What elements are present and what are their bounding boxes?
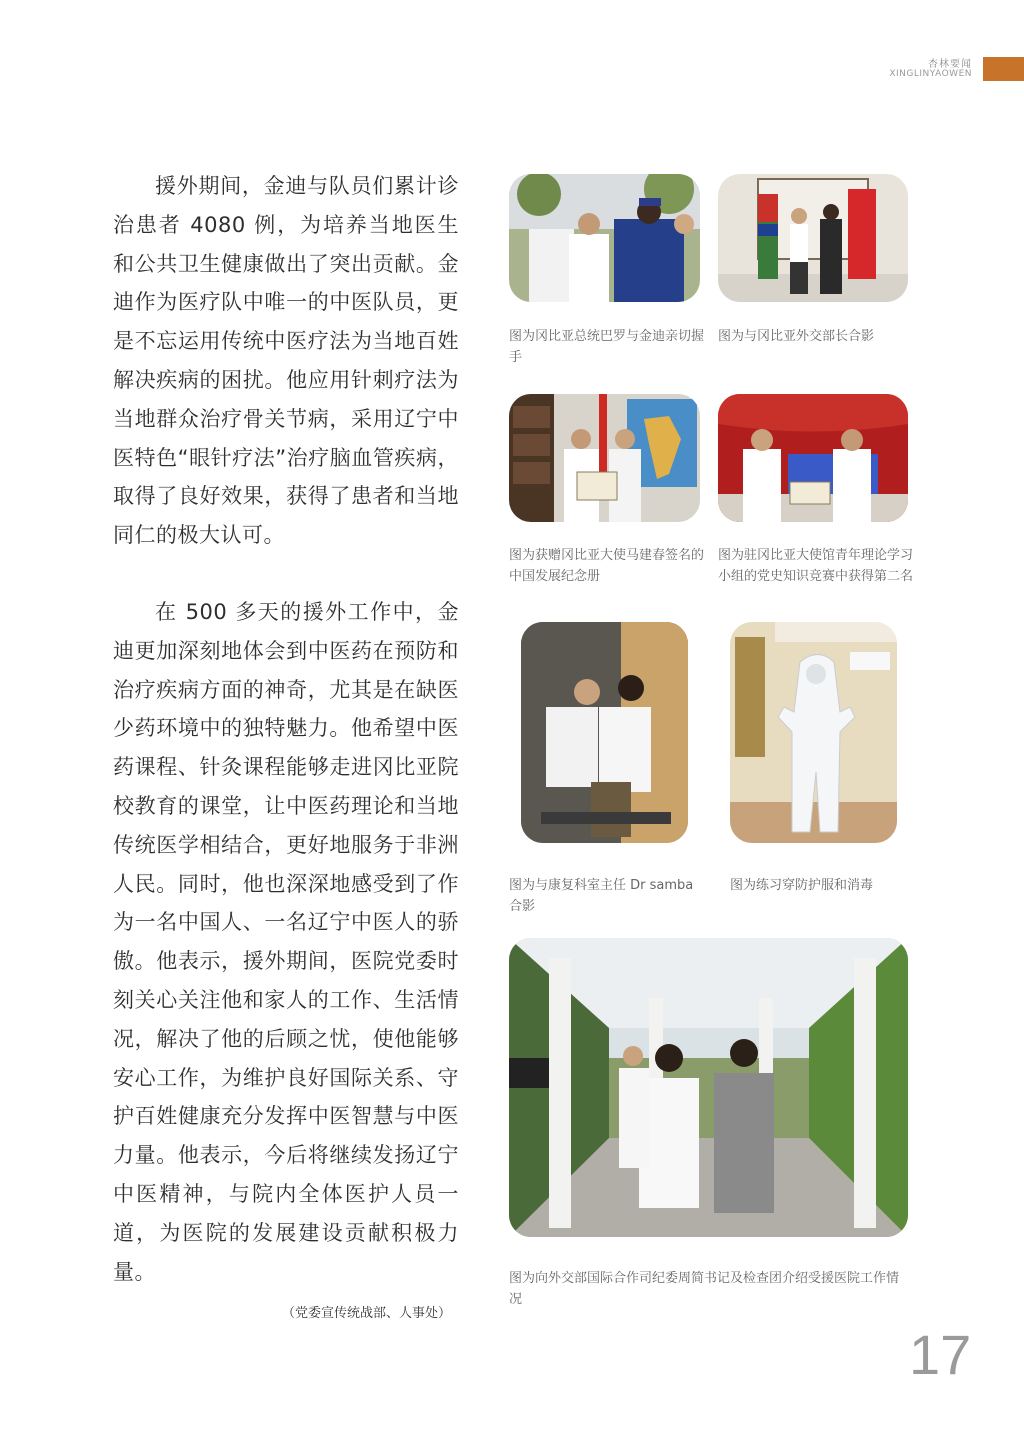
photo-foreign-minister — [718, 174, 908, 302]
section-subtitle: XINGLINYAOWEN — [889, 69, 972, 79]
caption-photo-7: 图为向外交部国际合作司纪委周简书记及检查团介绍受援医院工作情况 — [509, 1271, 900, 1307]
photo-hospital-corridor — [509, 938, 908, 1237]
photo-president-handshake — [509, 174, 700, 302]
paragraph-2: 在 500 多天的援外工作中，金迪更加深刻地体会到中医药在预防和治疗疾病方面的神奇，尤其是在缺医少药环境中的独特魅力。他希望中医药课程、针灸课程能够走进冈比亚院校教育的课堂，让中医药理论和当地传统医学相结合，更好地服务于非洲人民。同时，他也深深地感受到了作为一名中国人、一名辽宁中医人的骄傲。他表示，援外期间，医院党委时刻关心关注他和家人的工作、生活情况，解决了他的后顾之忧，使他能够安心工作，为维护良好国际关系、守护百姓健康充分发挥中医智慧与中医力量。他表示，今后将继续发扬辽宁中医精神，与院内全体医护人员一道，为医院的发展建设贡献积极力量。 — [113, 599, 459, 1284]
section-title: 杏林要闻 — [928, 59, 972, 70]
caption-photo-2: 图为与冈比亚外交部长合影 — [718, 329, 875, 344]
photo-commemorative-book — [509, 394, 700, 522]
article-byline: （党委宣传统战部、人事处） — [281, 1306, 451, 1321]
caption-photo-1: 图为冈比亚总统巴罗与金迪亲切握手 — [509, 329, 705, 365]
photo-protective-suit — [730, 622, 897, 843]
caption-photo-3: 图为获赠冈比亚大使马建春签名的中国发展纪念册 — [509, 548, 705, 584]
caption-photo-6: 图为练习穿防护服和消毒 — [730, 878, 874, 893]
article-body — [113, 167, 459, 1291]
header-accent-bar — [983, 57, 1024, 81]
photo-with-director — [521, 622, 688, 843]
caption-photo-5: 图为与康复科室主任 Dr samba 合影 — [509, 878, 694, 914]
paragraph-1: 援外期间，金迪与队员们累计诊治患者 4080 例，为培养当地医生和公共卫生健康做出了突出贡献。金迪作为医疗队中唯一的中医队员，更是不忘运用传统中医疗法为当地百姓解决疾病的困扰。他应用针刺疗法为当地群众治疗骨关节病，采用辽宁中医特色“眼针疗法”治疗脑血管疾病，取得了良好效果，获得了患者和当地同仁的极大认可。 — [113, 174, 459, 548]
caption-photo-4: 图为驻冈比亚大使馆青年理论学习小组的党史知识竞赛中获得第二名 — [718, 548, 914, 584]
page-number: 17 — [909, 1323, 972, 1386]
photo-knowledge-contest — [718, 394, 908, 522]
